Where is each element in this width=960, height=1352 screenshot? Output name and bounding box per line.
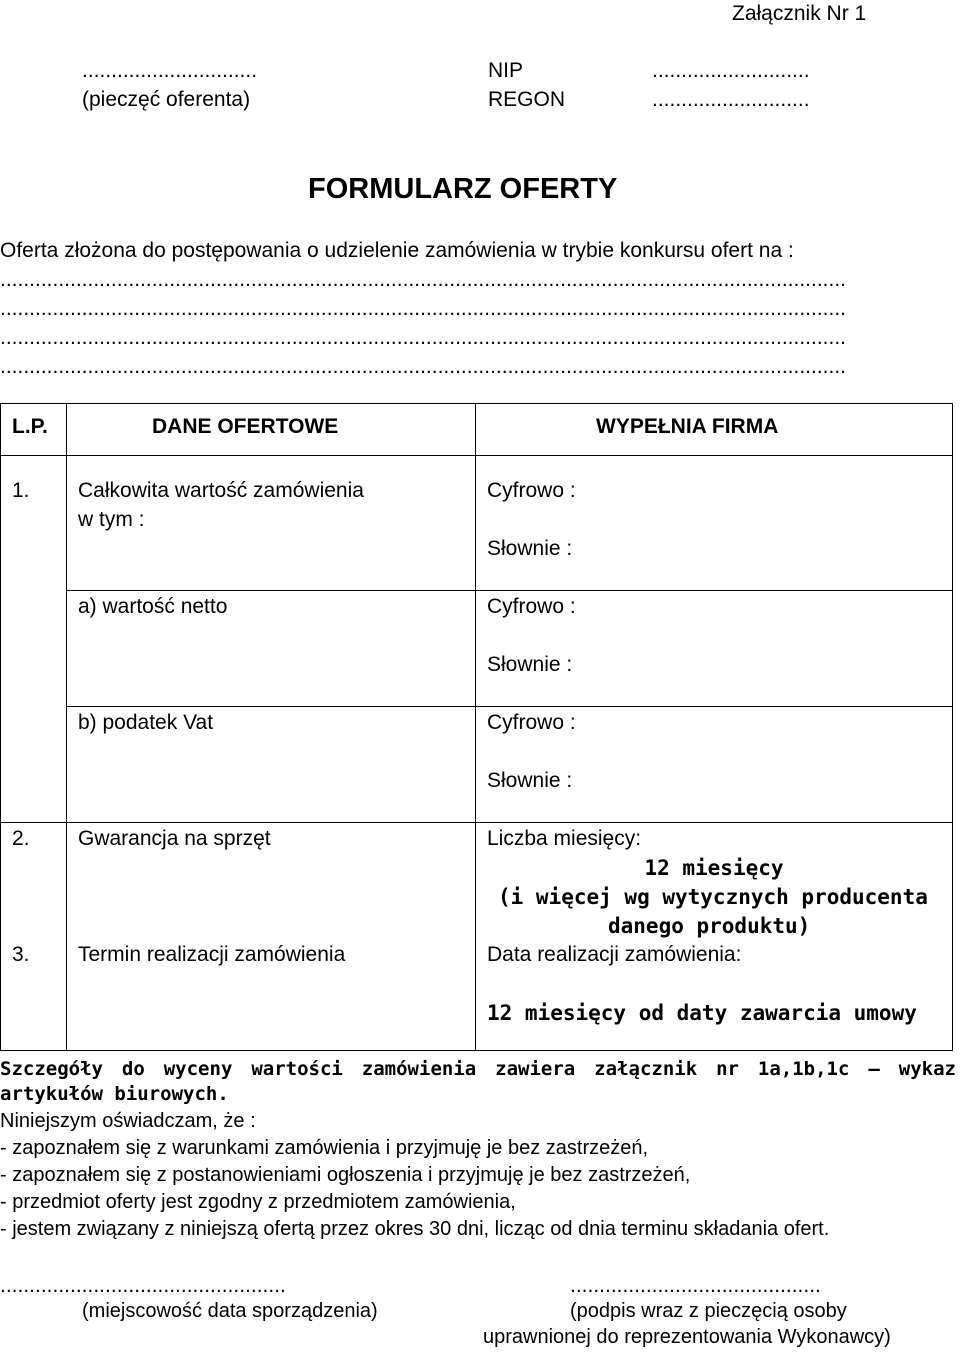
signature-label-2: uprawnionej do reprezentowania Wykonawcy) — [483, 1326, 891, 1348]
row2-number: 2. — [12, 827, 30, 850]
intro-text: Oferta złożona do postępowania o udzielenie zamówienia w trybie konkursu ofert na : — [0, 239, 794, 262]
row3-label: Termin realizacji zamówienia — [78, 943, 346, 966]
intro-dot-line: ................................................................................................................................................. — [0, 297, 846, 320]
page-title: FORMULARZ OFERTY — [308, 173, 618, 205]
details-line-2: artykułów biurowych. — [0, 1083, 229, 1105]
row3-value: 12 miesięcy od daty zawarcia umowy — [487, 1001, 917, 1025]
row-b-words-field: Słownie : — [487, 769, 573, 792]
intro-dot-line: ................................................................................................................................................. — [0, 268, 846, 291]
nip-dots: ........................... — [652, 59, 810, 82]
intro-dot-line: ................................................................................................................................................. — [0, 326, 846, 349]
column-header-offer-data: DANE OFERTOWE — [152, 415, 339, 438]
stamp-label: (pieczęć oferenta) — [82, 88, 251, 111]
intro-dot-line: ................................................................................................................................................. — [0, 355, 846, 378]
regon-dots: ........................... — [652, 88, 810, 111]
declaration-intro: Niniejszym oświadczam, że : — [0, 1110, 256, 1132]
row-a-label: a) wartość netto — [78, 595, 228, 618]
signature-dots: ........................................... — [570, 1274, 821, 1297]
place-date-label: (miejscowość data sporządzenia) — [82, 1300, 378, 1322]
row2-field: Liczba miesięcy: — [487, 827, 642, 850]
regon-label: REGON — [488, 88, 566, 111]
row-b-digits-field: Cyfrowo : — [487, 711, 576, 734]
row3-field: Data realizacji zamówienia: — [487, 943, 742, 966]
declaration-item: - przedmiot oferty jest zgodny z przedmiotem zamówienia, — [0, 1191, 516, 1213]
declaration-item: - zapoznałem się z warunkami zamówienia i przyjmuję je bez zastrzeżeń, — [0, 1137, 649, 1159]
row2-value: 12 miesięcy — [644, 856, 784, 880]
row2-label: Gwarancja na sprzęt — [78, 827, 271, 850]
row-a-digits-field: Cyfrowo : — [487, 595, 576, 618]
place-date-dots: ................................................. — [0, 1274, 286, 1297]
details-line: Szczegóły do wyceny wartości zamówienia zawiera załącznik nr 1a,1b,1c – wykaz — [0, 1058, 956, 1080]
declaration-item: - jestem związany z niniejszą ofertą przez okres 30 dni, licząc od dnia terminu składania ofert. — [0, 1218, 830, 1240]
row1-label: Całkowita wartość zamówienia — [78, 479, 364, 502]
row3-number: 3. — [12, 943, 30, 966]
column-header-company: WYPEŁNIA FIRMA — [596, 415, 779, 438]
column-header-lp: L.P. — [12, 415, 48, 438]
row1-label-sub: w tym : — [78, 508, 145, 531]
row1-digits-field: Cyfrowo : — [487, 479, 576, 502]
nip-label: NIP — [488, 59, 524, 82]
row2-value-note-2: danego produktu) — [608, 914, 811, 938]
row-b-label: b) podatek Vat — [78, 711, 214, 734]
annex-label: Załącznik Nr 1 — [732, 2, 867, 25]
row1-words-field: Słownie : — [487, 537, 573, 560]
row2-value-note: (i więcej wg wytycznych producenta — [498, 885, 928, 909]
row-a-words-field: Słownie : — [487, 653, 573, 676]
signature-label: (podpis wraz z pieczęcią osoby — [570, 1300, 847, 1322]
row1-number: 1. — [12, 479, 30, 502]
declaration-item: - zapoznałem się z postanowieniami ogłoszenia i przyjmuję je bez zastrzeżeń, — [0, 1164, 691, 1186]
stamp-dots: .............................. — [82, 59, 258, 82]
